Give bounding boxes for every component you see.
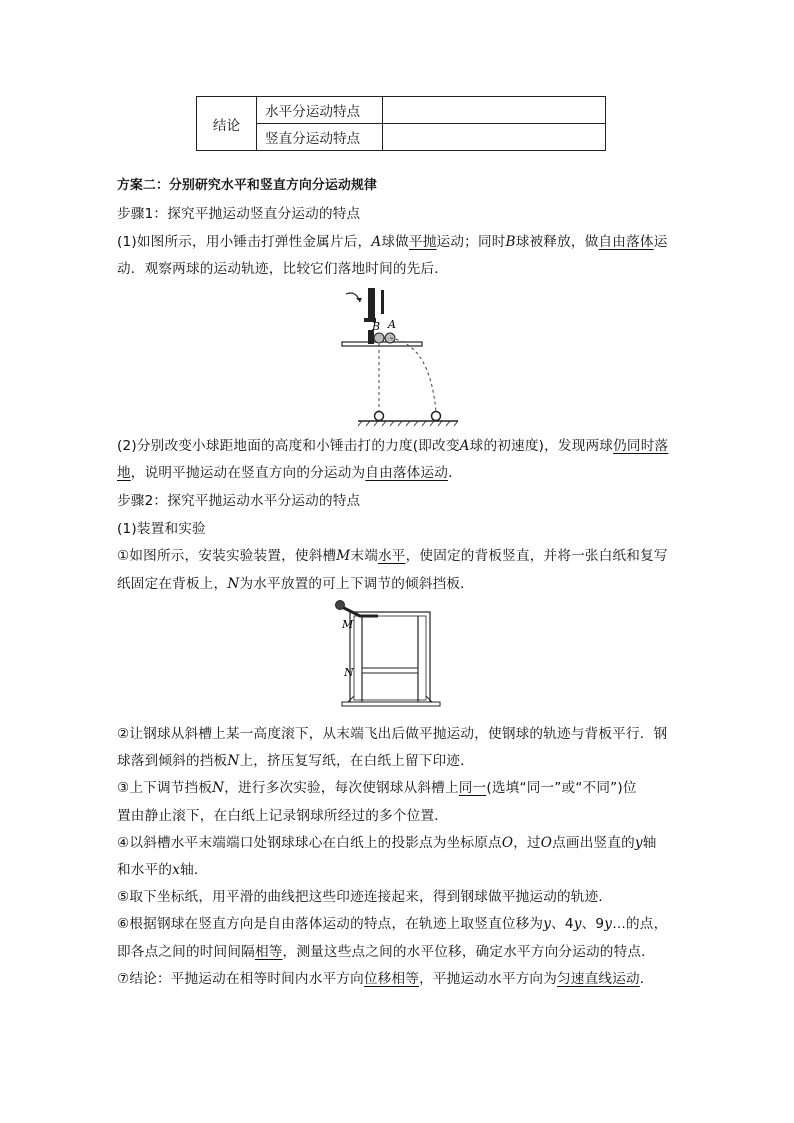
strike-arrow-icon bbox=[346, 293, 360, 302]
conclusion-table bbox=[196, 96, 606, 151]
chute-m bbox=[340, 606, 378, 616]
scheme-heading: 方案二：分别研究水平和竖直方向分运动规律 bbox=[117, 178, 377, 193]
hammer-rod bbox=[381, 290, 384, 314]
step2-p6-line2: 即各点之间的时间间隔相等，测量这些点之间的水平位移，确定水平方向分运动的特点． bbox=[117, 944, 655, 960]
vertical-feature-answer bbox=[383, 124, 606, 151]
step2-p7: ⑦结论：平抛运动在相等时间内水平方向位移相等，平抛运动水平方向为匀速直线运动． bbox=[117, 971, 654, 987]
horizontal-feature-cell: 水平分运动特点 bbox=[257, 97, 383, 124]
ball-b bbox=[374, 333, 384, 343]
step2-p1-line1: ①如图所示，安装实验装置，使斜槽M末端水平，使固定的背板竖直，并将一张白纸和复写 bbox=[117, 548, 668, 564]
step2-p2-line2: 球落到倾斜的挡板N上，挤压复写纸，在白纸上留下印迹． bbox=[117, 753, 474, 769]
step2-p2-line1: ②让钢球从斜槽上某一高度滚下，从末端飞出后做平抛运动，使钢球的轨迹与背板平行．钢 bbox=[117, 726, 668, 742]
vertical-feature-cell: 竖直分运动特点 bbox=[257, 124, 383, 151]
step1-p1-line1: (1)如图所示，用小锤击打弹性金属片后，A球做平抛运动；同时B球被释放，做自由落体运 bbox=[117, 234, 668, 250]
step2-p5: ⑤取下坐标纸，用平滑的曲线把这些印迹连接起来，得到钢球做平抛运动的轨迹． bbox=[117, 889, 613, 905]
conclusion-label: 结论 bbox=[197, 97, 257, 151]
label-m: M bbox=[342, 618, 354, 631]
label-n: N bbox=[344, 666, 354, 679]
parabolic-trajectory bbox=[390, 338, 436, 412]
step2-p3-line1: ③上下调节挡板N，进行多次实验，每次使钢球从斜槽上同一(选填“同一”或“不同”)位 bbox=[117, 780, 637, 796]
horizontal-feature-answer bbox=[383, 97, 606, 124]
step1-title: 步骤1：探究平抛运动竖直分运动的特点 bbox=[117, 206, 361, 222]
baffle-n bbox=[362, 668, 418, 673]
horizontal-apparatus-figure bbox=[332, 598, 448, 710]
step1-p2-line1: (2)分别改变小球距地面的高度和小锤击打的力度(即改变A球的初速度)，发现两球仍同时落 bbox=[117, 438, 669, 454]
step1-p2-line2: 地，说明平抛运动在竖直方向的分运动为自由落体运动． bbox=[117, 465, 462, 481]
hammer-handle bbox=[368, 288, 375, 318]
step2-p4-line2: 和水平的x轴． bbox=[117, 862, 208, 878]
step2-subtitle: (1)装置和实验 bbox=[117, 521, 206, 537]
step2-p4-line1: ④以斜槽水平末端端口处钢球球心在白纸上的投影点为坐标原点O，过O点画出竖直的y轴 bbox=[117, 835, 657, 851]
label-a: A bbox=[388, 318, 396, 331]
label-b: B bbox=[372, 320, 381, 333]
base bbox=[342, 702, 440, 706]
step2-p6-line1: ⑥根据钢球在竖直方向是自由落体运动的特点，在轨迹上取竖直位移为y、4y、9y…的点， bbox=[117, 916, 668, 932]
step1-p1-line2: 动．观察两球的运动轨迹，比较它们落地时间的先后． bbox=[117, 261, 449, 277]
steel-ball bbox=[336, 601, 345, 610]
step2-p3-line2: 置由静止滚下，在白纸上记录钢球所经过的多个位置． bbox=[117, 808, 449, 824]
free-fall-apparatus-figure bbox=[338, 284, 468, 428]
step2-p1-line2: 纸固定在背板上，N为水平放置的可上下调节的倾斜挡板． bbox=[117, 576, 474, 592]
step2-title: 步骤2：探究平抛运动水平分运动的特点 bbox=[117, 493, 361, 509]
